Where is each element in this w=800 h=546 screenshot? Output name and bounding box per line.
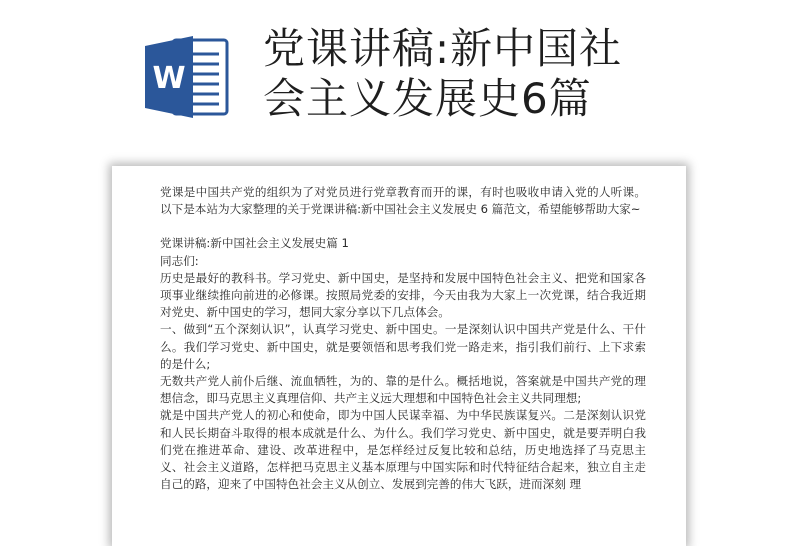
body-paragraph: 历史是最好的教科书。学习党史、新中国史，是坚持和发展中国特色社会主义、把党和国家各项事业继续推向前进的必修课。按照局党委的安排，今天由我为大家上一次党课，结合我近期对党史、新中国史的学习，想同大家分享以下几点体会。 [160, 270, 646, 320]
title-line-1: 党课讲稿:新中国社 [263, 24, 623, 73]
intro-paragraph: 党课是中国共产党的组织为了对党员进行党章教育而开的课，有时也吸收申请入党的人听课。以下是本站为大家整理的关于党课讲稿:新中国社会主义发展史 6 篇范文，希望能够帮助大家~ [160, 185, 646, 217]
section-heading: 党课讲稿:新中国社会主义发展史篇 1 [160, 236, 349, 251]
title-line-2: 会主义发展史6篇 [263, 74, 592, 123]
document-page [112, 166, 686, 546]
page-title [263, 24, 683, 124]
word-document-icon [143, 34, 231, 120]
salutation: 同志们: [160, 253, 199, 268]
body-paragraph: 一、做到“五个深刻认识”，认真学习党史、新中国史。一是深刻认识中国共产党是什么、干什么。我们学习党史、新中国史，就是要领悟和思考我们党一路走来，指引我们前行、上下求索的是什么; [160, 322, 646, 371]
page-header [0, 0, 800, 150]
body-paragraph: 无数共产党人前仆后继、流血牺牲，为的、靠的是什么。概括地说，答案就是中国共产党的理想信念，即马克思主义真理信仰、共产主义远大理想和中国特色社会主义共同理想; [160, 374, 646, 406]
body-paragraph: 就是中国共产党人的初心和使命，即为中国人民谋幸福、为中华民族谋复兴。二是深刻认识党和人民长期奋斗取得的根本成就是什么、为什么。我们学习党史、新中国史，就是要弄明白我们党在推进革命、建设、改革进程中，是怎样经过反复比较和总结，历史地选择了马克思主义、社会主义道路，怎样把马克思主义基本原理与中国实际和时代特征结合起来，独立自主走自己的路，迎来了中国特色社会主义从创立、发展到完善的伟大飞跃，进而深刻 理 [160, 408, 646, 492]
word-icon-letter: W [152, 61, 186, 96]
document-body [160, 184, 646, 493]
